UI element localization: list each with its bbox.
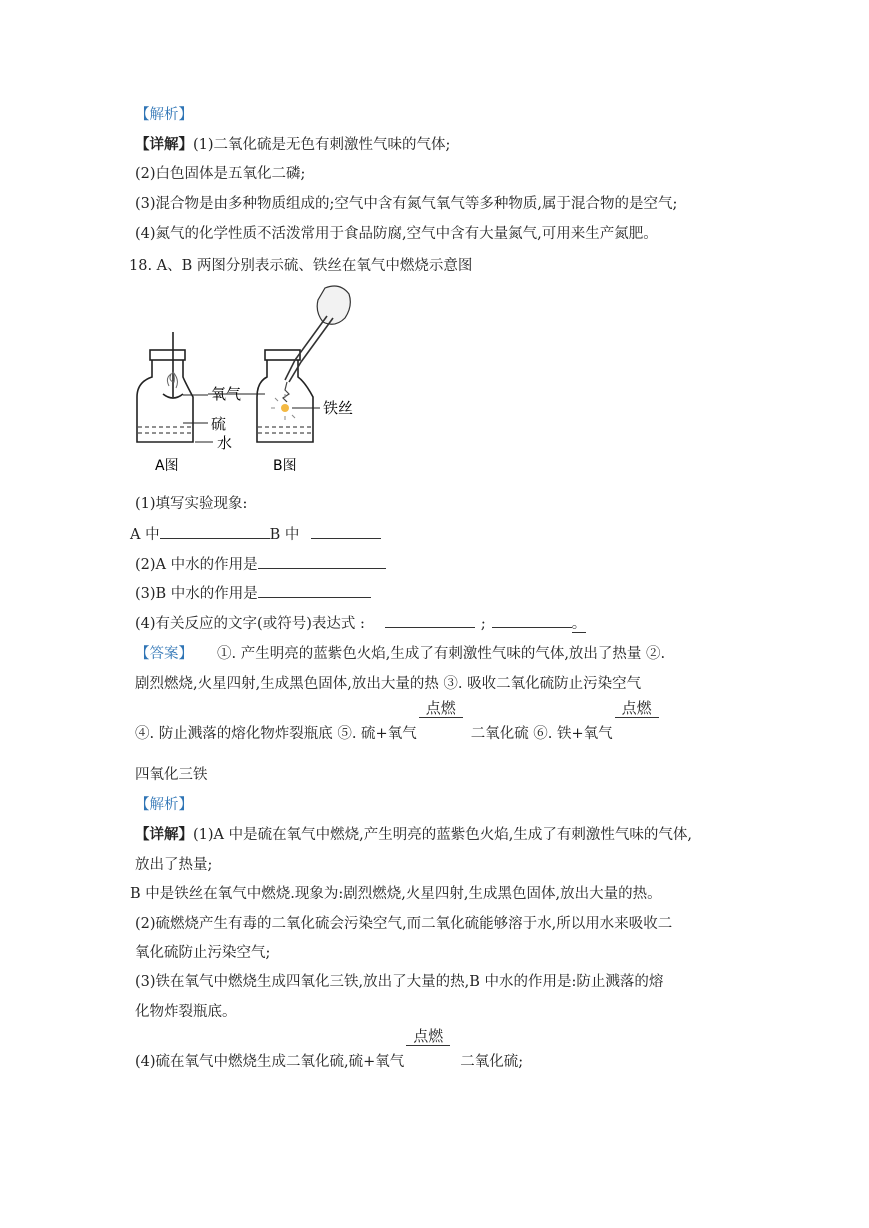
caption-a: A图 xyxy=(155,458,179,474)
blank-a-water[interactable] xyxy=(258,554,386,569)
blank-b-water[interactable] xyxy=(258,583,371,598)
analysis-heading-1: 【解析】 xyxy=(135,107,193,123)
blank-expression-1[interactable] xyxy=(385,613,475,628)
answer-line-3: ④. 防止溅落的熔化物炸裂瓶底 ⑤. 硫+氧气 点燃 二氧化硫 ⑥. 铁+氧气 点燃 xyxy=(135,718,661,744)
answer-line-1: 【答案】 ①. 产生明亮的蓝紫色火焰,生成了有刺激性气味的气体,放出了热量 ②. xyxy=(135,646,666,662)
hand-icon xyxy=(317,286,350,324)
leader-lines xyxy=(183,394,320,442)
blank-b-phenomenon[interactable] xyxy=(311,524,381,539)
sub-question-4: (4)有关反应的文字(或符号)表达式 : ; 。 xyxy=(135,613,586,634)
sub-question-1: (1)填写实验现象: xyxy=(135,496,248,512)
detail2-line-2: 放出了热量; xyxy=(135,857,213,873)
iron-wire-icon xyxy=(283,382,289,402)
label-iron-wire: 铁丝 xyxy=(323,399,354,417)
detail2-line-1: 【详解】(1)A 中是硫在氧气中燃烧,产生明亮的蓝紫色火焰,生成了有刺激性气味的气体, xyxy=(135,826,692,843)
reaction-arrow-2: 点燃 xyxy=(615,718,659,738)
detail2-line-4: (2)硫燃烧产生有毒的二氧化硫会污染空气,而二氧化硫能够溶于水,所以用水来吸收二 xyxy=(135,916,673,932)
detail2-line-6: (3)铁在氧气中燃烧生成四氧化三铁,放出了大量的热,B 中水的作用是:防止溅落的熔 xyxy=(135,974,664,990)
sub-question-2: (2)A 中水的作用是 xyxy=(135,554,386,575)
blank-expression-2[interactable] xyxy=(492,613,572,628)
caption-b: B图 xyxy=(273,458,297,474)
analysis-heading-2: 【解析】 xyxy=(135,797,193,813)
detail-line-3: (3)混合物是由多种物质组成的;空气中含有氮气氧气等多种物质,属于混合物的是空气; xyxy=(135,196,678,212)
label-oxygen: 氧气 xyxy=(211,385,242,403)
question-18-stem: 18. A、B 两图分别表示硫、铁丝在氧气中燃烧示意图 xyxy=(129,258,473,274)
label-sulfur: 硫 xyxy=(211,415,227,433)
detail2-line-5: 氧化硫防止污染空气; xyxy=(135,945,271,961)
sub-question-1-blanks: A 中 B 中 xyxy=(130,524,381,545)
reaction-arrow-3: 点燃 xyxy=(406,1046,450,1066)
answer-line-4: 四氧化三铁 xyxy=(135,767,208,783)
tongs-icon xyxy=(285,316,333,382)
detail2-line-3: B 中是铁丝在氧气中燃烧.现象为:剧烈燃烧,火星四射,生成黑色固体,放出大量的热。 xyxy=(130,886,662,902)
detail-tag: 【详解】 xyxy=(135,136,193,153)
answer-tag: 【答案】 xyxy=(135,646,193,662)
answer-line-2: 剧烈燃烧,火星四射,生成黑色固体,放出大量的热 ③. 吸收二氧化硫防止污染空气 xyxy=(135,676,642,692)
detail2-line-7: 化物炸裂瓶底。 xyxy=(135,1004,237,1020)
detail2-line-8: (4)硫在氧气中燃烧生成二氧化硫,硫+氧气 点燃 二氧化硫; xyxy=(135,1027,524,1070)
water-a xyxy=(138,427,192,433)
reaction-arrow-1: 点燃 xyxy=(419,718,463,738)
detail-line-4: (4)氮气的化学性质不活泼常用于食品防腐,空气中含有大量氮气,可用来生产氮肥。 xyxy=(135,226,658,242)
label-water: 水 xyxy=(217,434,233,452)
jar-a xyxy=(137,332,193,442)
sub-question-3: (3)B 中水的作用是 xyxy=(135,583,371,604)
spark-icon xyxy=(281,404,289,412)
blank-a-phenomenon[interactable] xyxy=(160,524,270,539)
detail-line-2: (2)白色固体是五氧化二磷; xyxy=(135,166,306,182)
water-b xyxy=(258,427,312,433)
detail-line-1: 【详解】(1)二氧化硫是无色有刺激性气味的气体; xyxy=(135,136,451,153)
combustion-diagram xyxy=(135,282,365,477)
